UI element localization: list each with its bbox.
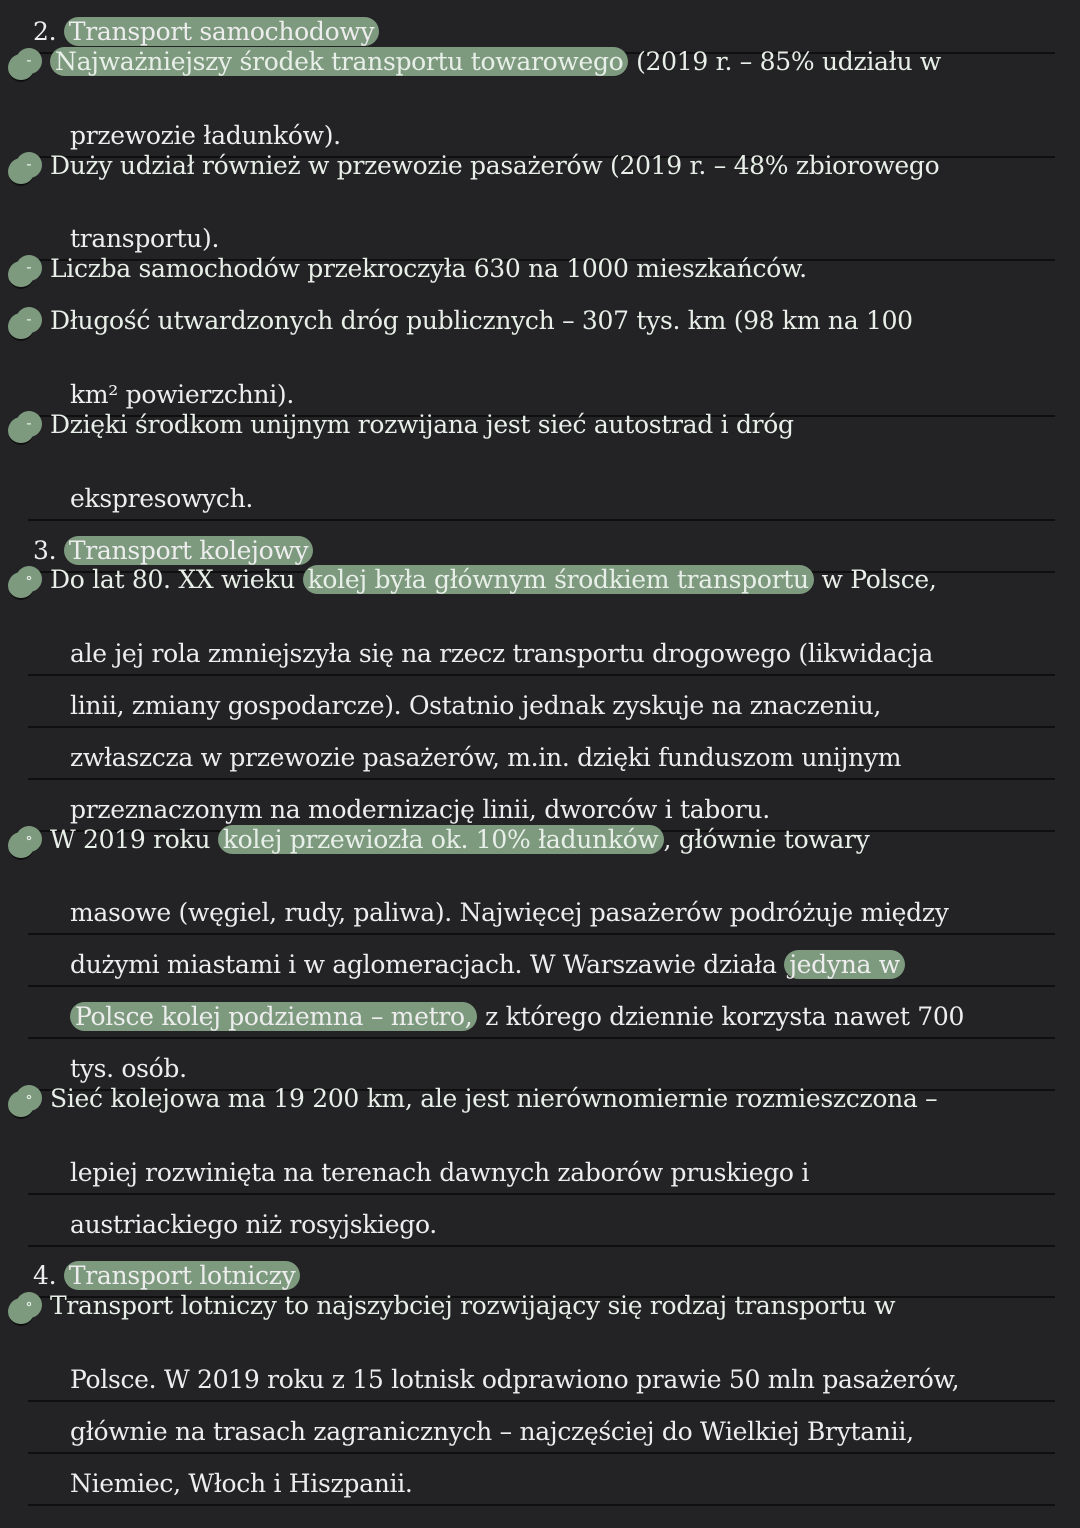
circle-bullet-icon: ∘ <box>16 1292 42 1318</box>
note-line <box>28 676 1055 728</box>
note-line <box>8 46 941 82</box>
line-text <box>70 380 294 409</box>
note-line <box>28 1143 1055 1195</box>
text-segment: linii, zmiany gospodarcze). Ostatnio jednak zyskuje na znaczeniu, <box>70 691 882 721</box>
line-text <box>70 639 933 668</box>
dash-bullet-icon: - <box>16 48 42 74</box>
text-segment: (2019 r. – 85% udziału w <box>628 46 941 76</box>
text-segment: przeznaczonym na modernizację linii, dworców i taboru. <box>70 794 770 824</box>
note-line <box>8 1291 896 1326</box>
note-line <box>8 254 807 289</box>
line-text <box>70 1210 437 1239</box>
line-text <box>33 1261 300 1290</box>
line-text <box>33 536 313 565</box>
text-segment: masowe (węgiel, rudy, paliwa). Najwięcej pasażerów podróżuje między <box>70 898 949 928</box>
note-line <box>28 624 1055 676</box>
highlighted-text: kolej przewiozła ok. 10% ładunków <box>218 825 664 854</box>
note-line <box>8 1083 938 1119</box>
text-segment: W 2019 roku <box>50 824 218 854</box>
text-segment: lepiej rozwinięta na terenach dawnych zaborów pruskiego i <box>70 1157 810 1187</box>
text-segment: zwłaszcza w przewozie pasażerów, m.in. dzięki funduszom unijnym <box>70 742 902 772</box>
highlighted-text: Transport lotniczy <box>64 1261 301 1290</box>
line-text <box>70 1365 959 1394</box>
line-text <box>70 1002 964 1031</box>
note-line <box>28 1454 1055 1506</box>
line-text <box>70 950 905 979</box>
text-segment: z którego dziennie korzysta nawet 700 <box>477 1002 965 1032</box>
line-text <box>50 254 807 284</box>
line-text <box>50 150 940 180</box>
note-line <box>28 1350 1055 1402</box>
line-text <box>70 1469 413 1498</box>
dash-bullet-icon: - <box>16 152 42 178</box>
dash-bullet-icon: - <box>16 307 42 333</box>
text-segment: austriackiego niż rosyjskiego. <box>70 1209 437 1239</box>
note-line <box>8 150 940 186</box>
line-text <box>70 691 881 720</box>
line-text <box>50 1291 896 1321</box>
text-segment: 3. <box>33 535 64 565</box>
line-text <box>70 1158 809 1187</box>
dash-bullet-icon: - <box>16 255 42 281</box>
note-line <box>28 935 1055 987</box>
highlighted-text: kolej była głównym środkiem transportu <box>303 565 814 594</box>
note-line <box>8 409 794 445</box>
text-segment: ale jej rola zmniejszyła się na rzecz transportu drogowego (likwidacja <box>70 639 933 669</box>
note-line <box>28 469 1055 521</box>
note-line <box>8 306 913 341</box>
line-text <box>70 743 901 772</box>
text-segment: Dzięki środkom unijnym rozwijana jest sieć autostrad i dróg <box>50 409 794 439</box>
line-text <box>70 224 219 253</box>
text-segment: , głównie towary <box>663 824 870 854</box>
note-line <box>28 883 1055 935</box>
text-segment: transportu). <box>70 224 220 254</box>
circle-bullet-icon: ∘ <box>16 1085 42 1111</box>
note-line <box>8 565 937 600</box>
line-text <box>50 824 870 854</box>
text-segment: Do lat 80. XX wieku <box>50 565 303 595</box>
text-segment: Długość utwardzonych dróg publicznych – 307 tys. km (98 km na 100 <box>50 306 913 336</box>
highlighted-text: jedyna w <box>784 950 905 979</box>
text-segment: dużymi miastami i w aglomeracjach. W Warszawie działa <box>70 950 785 980</box>
highlighted-text: Najważniejszy środek transportu towarowego <box>50 47 628 76</box>
line-text <box>33 17 379 46</box>
circle-bullet-icon: ∘ <box>16 826 42 852</box>
highlighted-text: Transport kolejowy <box>64 536 313 565</box>
text-segment: 4. <box>33 1261 64 1291</box>
note-line <box>28 1195 1055 1247</box>
text-segment: w Polsce, <box>813 565 937 595</box>
note-line <box>28 728 1055 780</box>
note-line <box>8 824 870 860</box>
text-segment: Niemiec, Włoch i Hiszpanii. <box>70 1468 413 1498</box>
line-text <box>50 46 941 76</box>
line-text <box>50 1083 938 1113</box>
line-text <box>50 409 794 439</box>
text-segment: km² powierzchni). <box>70 379 294 409</box>
line-text <box>50 306 913 336</box>
text-segment: Sieć kolejowa ma 19 200 km, ale jest nierównomiernie rozmieszczona – <box>50 1083 938 1113</box>
line-text <box>70 795 770 824</box>
text-segment: przewozie ładunków). <box>70 120 341 150</box>
text-segment: głównie na trasach zagranicznych – najczęściej do Wielkiej Brytanii, <box>70 1416 914 1446</box>
circle-bullet-icon: ∘ <box>16 566 42 592</box>
note-line <box>28 987 1055 1039</box>
line-text <box>70 1054 187 1083</box>
line-text <box>50 565 937 595</box>
line-text <box>70 484 253 513</box>
highlighted-text: Polsce kolej podziemna – metro, <box>70 1002 477 1031</box>
text-segment: ekspresowych. <box>70 483 254 513</box>
text-segment: Transport lotniczy to najszybciej rozwijający się rodzaj transportu w <box>50 1291 896 1321</box>
highlighted-text: Transport samochodowy <box>64 17 379 46</box>
line-text <box>70 121 341 150</box>
text-segment: tys. osób. <box>70 1054 187 1083</box>
text-segment: 2. <box>33 17 64 46</box>
line-text <box>70 1417 914 1446</box>
text-segment: Polsce. W 2019 roku z 15 lotnisk odprawiono prawie 50 mln pasażerów, <box>70 1365 960 1395</box>
text-segment: Duży udział również w przewozie pasażerów (2019 r. – 48% zbiorowego <box>50 150 940 180</box>
line-text <box>70 898 949 927</box>
note-line <box>28 1402 1055 1454</box>
dash-bullet-icon: - <box>16 411 42 437</box>
text-segment: Liczba samochodów przekroczyła 630 na 1000 mieszkańców. <box>50 254 807 284</box>
